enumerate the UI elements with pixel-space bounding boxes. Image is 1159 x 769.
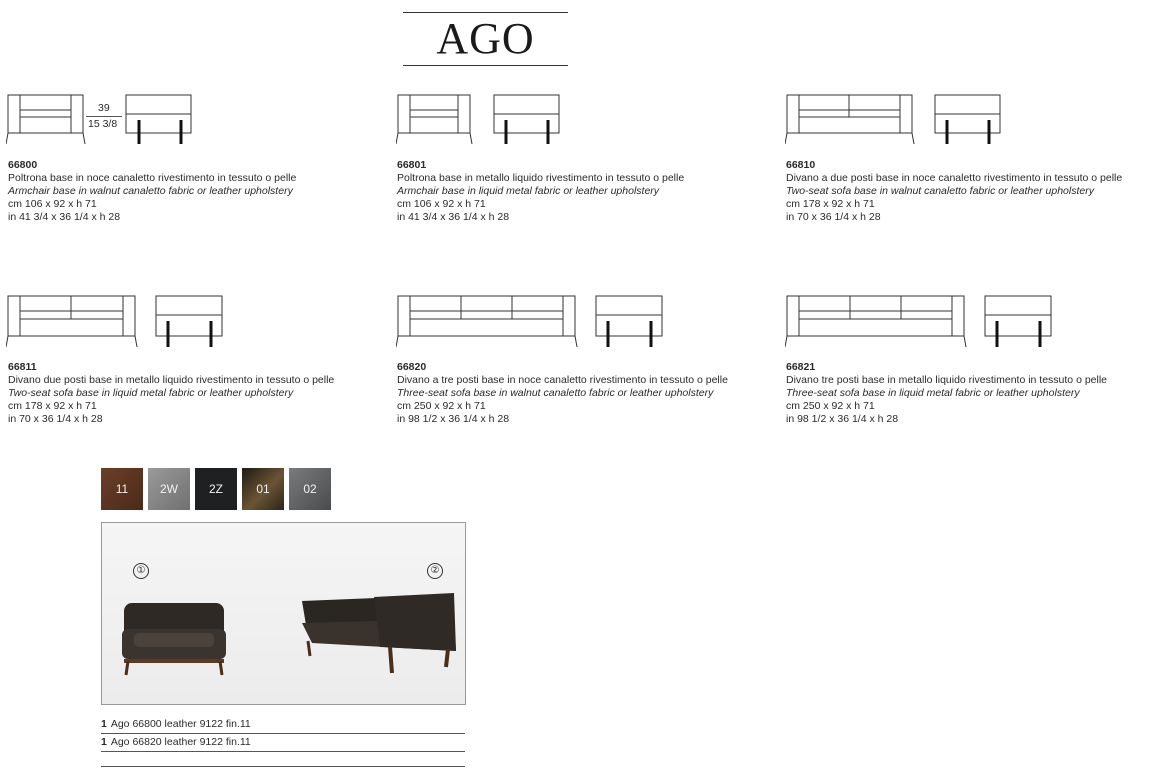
product-desc-en: Armchair base in liquid metal fabric or leather upholstery: [397, 185, 660, 197]
product-code: 66821: [786, 361, 816, 373]
product-code: 66800: [8, 159, 38, 171]
caption-text: Ago 66820 leather 9122 fin.11: [110, 736, 251, 748]
armchair-illustration: [122, 603, 226, 675]
product-dim-in: in 41 3/4 x 36 1/4 x h 28: [8, 211, 121, 223]
dimension-divider: [86, 116, 122, 117]
product-dim-cm: cm 250 x 92 x h 71: [397, 400, 486, 412]
swatch-2z[interactable]: 2Z: [195, 468, 237, 510]
product-dim-in: in 41 3/4 x 36 1/4 x h 28: [397, 211, 510, 223]
caption-bottom-rule: [101, 766, 465, 767]
product-code: 66801: [397, 159, 427, 171]
product-66810: [786, 159, 1122, 224]
product-desc-en: Armchair base in walnut canaletto fabric or leather upholstery: [8, 185, 293, 197]
product-photo: [101, 522, 466, 705]
product-dim-cm: cm 178 x 92 x h 71: [786, 198, 875, 210]
product-desc-en: Two-seat sofa base in liquid metal fabric or leather upholstery: [8, 387, 294, 399]
drawing-66801: [396, 92, 566, 144]
product-dim-cm: cm 106 x 92 x h 71: [397, 198, 486, 210]
product-66800: [8, 159, 296, 224]
caption-number: 1: [101, 718, 107, 730]
title-frame: [403, 12, 568, 66]
product-desc-it: Divano due posti base in metallo liquido rivestimento in tessuto o pelle: [8, 374, 335, 386]
caption-text: Ago 66800 leather 9122 fin.11: [110, 718, 251, 730]
caption-number: 1: [101, 736, 107, 748]
sofa-photo-illustration: [102, 523, 465, 704]
product-dim-cm: cm 250 x 92 x h 71: [786, 400, 875, 412]
product-desc-it: Divano a tre posti base in noce canaletto rivestimento in tessuto o pelle: [397, 374, 728, 386]
drawing-66820: [396, 293, 668, 349]
depth-in: 15 3/8: [88, 118, 118, 130]
depth-cm: 39: [98, 102, 110, 114]
product-code: 66811: [8, 361, 37, 373]
product-dim-in: in 98 1/2 x 36 1/4 x h 28: [397, 413, 510, 425]
product-desc-en: Two-seat sofa base in walnut canaletto fabric or leather upholstery: [786, 185, 1094, 197]
product-desc-it: Divano a due posti base in noce canaletto rivestimento in tessuto o pelle: [786, 172, 1123, 184]
swatch-01[interactable]: 01: [242, 468, 284, 510]
caption-1: [101, 716, 465, 734]
product-desc-en: Three-seat sofa base in walnut canaletto fabric or leather upholstery: [397, 387, 714, 399]
product-code: 66820: [397, 361, 427, 373]
photo-marker-2: ②: [427, 563, 443, 579]
swatch-11[interactable]: 11: [101, 468, 143, 510]
product-dim-cm: cm 106 x 92 x h 71: [8, 198, 97, 210]
swatch-2w[interactable]: 2W: [148, 468, 190, 510]
three-seat-sofa-illustration: [302, 593, 456, 673]
product-66801: [397, 159, 684, 224]
photo-marker-1: ①: [133, 563, 149, 579]
product-dim-in: in 70 x 36 1/4 x h 28: [786, 211, 881, 223]
caption-2: [101, 734, 465, 752]
product-dim-in: in 70 x 36 1/4 x h 28: [8, 413, 103, 425]
product-desc-en: Three-seat sofa base in liquid metal fabric or leather upholstery: [786, 387, 1080, 399]
drawing-66811: [6, 293, 228, 349]
product-desc-it: Divano tre posti base in metallo liquido rivestimento in tessuto o pelle: [786, 374, 1108, 386]
drawing-66810: [785, 92, 1005, 144]
swatch-02[interactable]: 02: [289, 468, 331, 510]
product-dim-cm: cm 178 x 92 x h 71: [8, 400, 97, 412]
drawing-66821: [785, 293, 1057, 349]
product-dim-in: in 98 1/2 x 36 1/4 x h 28: [786, 413, 899, 425]
product-desc-it: Poltrona base in noce canaletto rivestimento in tessuto o pelle: [8, 172, 297, 184]
product-66811: [8, 361, 334, 426]
product-code: 66810: [786, 159, 816, 171]
product-desc-it: Poltrona base in metallo liquido rivestimento in tessuto o pelle: [397, 172, 685, 184]
product-66821: [786, 361, 1107, 426]
page-title: AGO: [436, 14, 535, 63]
product-66820: [397, 361, 728, 426]
